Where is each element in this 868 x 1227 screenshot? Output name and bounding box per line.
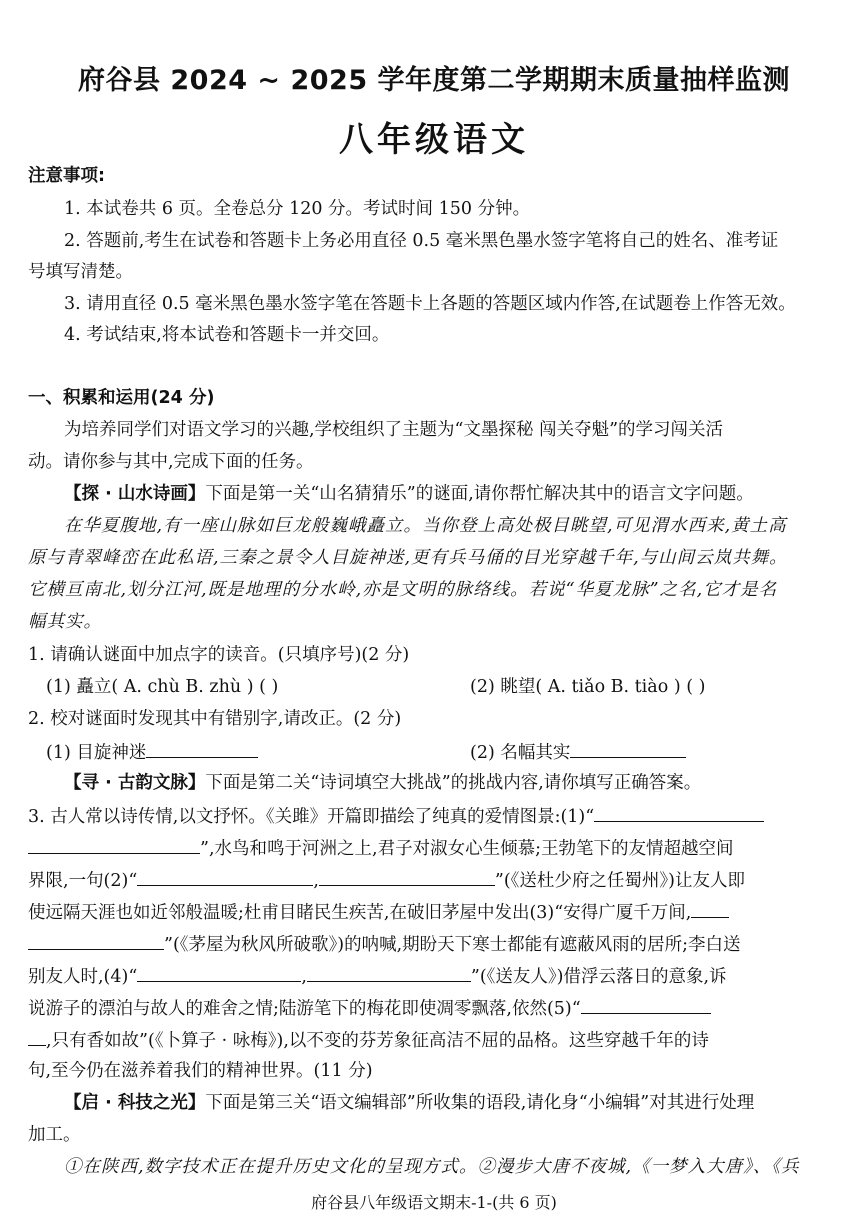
exam-title: 府谷县 2024 ~ 2025 学年度第二学期期末质量抽样监测 bbox=[77, 65, 790, 96]
comma-separator: , bbox=[301, 967, 307, 987]
answer-blank[interactable] bbox=[137, 867, 313, 886]
question-3-line-6 bbox=[28, 963, 840, 989]
question-1-item-2: (2) 眺望( A. tiǎo B. tiào ) ( ) bbox=[470, 677, 706, 697]
answer-blank[interactable] bbox=[28, 835, 200, 854]
question-2-item-2-label: (2) 名幅其实 bbox=[470, 743, 571, 763]
question-2: 2. 校对谜面时发现其中有错别字,请改正。(2 分) bbox=[28, 709, 402, 729]
notice-item-4: 4. 考试结束,将本试卷和答题卡一并交回。 bbox=[64, 325, 390, 345]
part-2-tag: 【寻 · 古韵文脉】 bbox=[64, 773, 206, 793]
question-3-text: ”(《送杜少府之任蜀州》)让友人即 bbox=[494, 871, 745, 891]
section-1-intro-1: 为培养同学们对语文学习的兴趣,学校组织了主题为“文墨探秘 闯关夺魁”的学习闯关活 bbox=[64, 420, 724, 440]
question-2-item-2 bbox=[470, 739, 686, 765]
answer-blank[interactable] bbox=[594, 803, 764, 822]
question-3-text: ”(《送友人》)借浮云落日的意象,诉 bbox=[470, 967, 727, 987]
answer-blank[interactable] bbox=[691, 899, 729, 918]
riddle-line-2: 原与青翠峰峦在此私语,三秦之景令人目旋神迷,更有兵马俑的目光穿越千年,与山间云岚共舞。 bbox=[28, 548, 788, 568]
answer-blank[interactable] bbox=[146, 739, 258, 758]
answer-blank[interactable] bbox=[28, 931, 164, 950]
question-3-text: ,只有香如故”(《卜算子 · 咏梅》),以不变的芬芳象征高洁不屈的品格。这些穿越千年的诗 bbox=[46, 1031, 709, 1051]
question-3-line-1 bbox=[28, 803, 840, 829]
answer-blank[interactable] bbox=[581, 995, 711, 1014]
riddle-line-1: 在华夏腹地,有一座山脉如巨龙般巍峨矗立。当你登上高处极目眺望,可见渭水西来,黄土高 bbox=[64, 516, 787, 536]
page-footer: 府谷县八年级语文期末-1-(共 6 页) bbox=[311, 1193, 557, 1212]
notice-item-3: 3. 请用直径 0.5 毫米黑色墨水签字笔在答题卡上各题的答题区域内作答,在试题卷上作答无效。 bbox=[64, 294, 796, 314]
question-3-text: 界限,一句(2)“ bbox=[28, 871, 138, 891]
notice-heading: 注意事项: bbox=[28, 166, 105, 186]
question-3-line-8 bbox=[28, 1027, 840, 1053]
answer-blank[interactable] bbox=[28, 1027, 46, 1046]
part-3-text: 下面是第三关“语文编辑部”所收集的语段,请化身“小编辑”对其进行处理 bbox=[205, 1093, 755, 1113]
question-3-text: 使远隔天涯也如近邻般温暖;杜甫目睹民生疾苦,在破旧茅屋中发出(3)“安得广厦千万间, bbox=[28, 903, 692, 923]
part-2-text: 下面是第二关“诗词填空大挑战”的挑战内容,请你填写正确答案。 bbox=[205, 773, 702, 793]
passage-line-1: ①在陕西,数字技术正在提升历史文化的呈现方式。②漫步大唐不夜城,《一梦入大唐》、《兵 bbox=[64, 1157, 800, 1177]
question-1-item-1: (1) 矗立( A. chù B. zhù ) ( ) bbox=[46, 677, 279, 697]
question-3-text: 说游子的漂泊与故人的难舍之情;陆游笔下的梅花即使凋零飘落,依然(5)“ bbox=[28, 999, 581, 1019]
question-3-text: ”(《茅屋为秋风所破歌》)的呐喊,期盼天下寒士都能有遮蔽风雨的居所;李白送 bbox=[164, 935, 741, 955]
part-3-instruction-cont: 加工。 bbox=[28, 1125, 81, 1145]
question-3-line-9: 句,至今仍在滋养着我们的精神世界。(11 分) bbox=[28, 1061, 373, 1081]
question-3-text: 3. 古人常以诗传情,以文抒怀。《关雎》开篇即描绘了纯真的爱情图景:(1)“ bbox=[28, 807, 595, 827]
riddle-line-3: 它横亘南北,划分江河,既是地理的分水岭,亦是文明的脉络线。若说“华夏龙脉”之名,它才是名 bbox=[28, 580, 778, 600]
question-2-item-1 bbox=[46, 739, 258, 765]
exam-subject: 八年级语文 bbox=[339, 120, 529, 160]
section-1-heading: 一、积累和运用(24 分) bbox=[28, 388, 215, 408]
part-1-instruction bbox=[64, 482, 840, 506]
question-3-line-2 bbox=[28, 835, 840, 861]
question-3-line-4 bbox=[28, 899, 840, 925]
question-3-text: 别友人时,(4)“ bbox=[28, 967, 138, 987]
part-3-instruction bbox=[64, 1091, 840, 1115]
question-1: 1. 请确认谜面中加点字的读音。(只填序号)(2 分) bbox=[28, 645, 410, 665]
part-2-instruction bbox=[64, 771, 840, 795]
answer-blank[interactable] bbox=[137, 963, 301, 982]
notice-item-2: 2. 答题前,考生在试卷和答题卡上务必用直径 0.5 毫米黑色墨水签字笔将自己的姓名、准考证 bbox=[64, 231, 779, 251]
answer-blank[interactable] bbox=[319, 867, 495, 886]
question-3-line-7 bbox=[28, 995, 840, 1021]
notice-item-2-cont: 号填写清楚。 bbox=[28, 262, 133, 282]
part-3-tag: 【启 · 科技之光】 bbox=[64, 1093, 206, 1113]
section-1-intro-2: 动。请你参与其中,完成下面的任务。 bbox=[28, 452, 314, 472]
comma-separator: , bbox=[313, 871, 319, 891]
question-3-line-3 bbox=[28, 867, 840, 893]
answer-blank[interactable] bbox=[307, 963, 471, 982]
part-1-text: 下面是第一关“山名猜猜乐”的谜面,请你帮忙解决其中的语言文字问题。 bbox=[205, 484, 754, 504]
answer-blank[interactable] bbox=[570, 739, 686, 758]
part-1-tag: 【探 · 山水诗画】 bbox=[64, 484, 206, 504]
question-3-text: ”,水鸟和鸣于河洲之上,君子对淑女心生倾慕;王勃笔下的友情超越空间 bbox=[200, 839, 734, 859]
riddle-line-4: 幅其实。 bbox=[28, 612, 102, 632]
question-3-line-5 bbox=[28, 931, 840, 957]
notice-item-1: 1. 本试卷共 6 页。全卷总分 120 分。考试时间 150 分钟。 bbox=[64, 199, 531, 219]
question-2-item-1-label: (1) 目旋神迷 bbox=[46, 743, 147, 763]
